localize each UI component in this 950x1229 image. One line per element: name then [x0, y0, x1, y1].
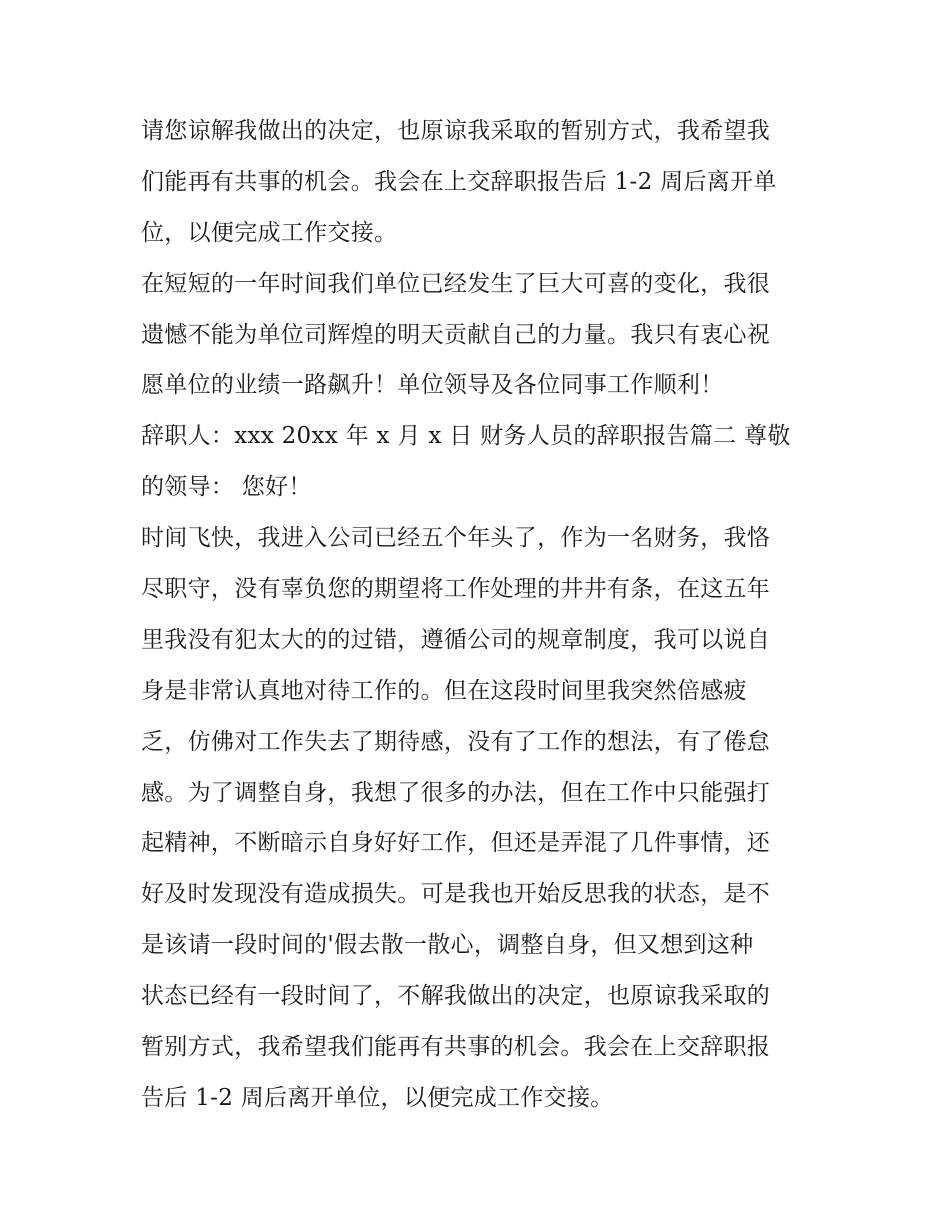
text-line: 请您谅解我做出的决定，也原谅我采取的暂别方式，我希望我 [141, 118, 771, 144]
text-line: 在短短的一年时间我们单位已经发生了巨大可喜的变化，我很 [141, 270, 771, 297]
document-body [141, 106, 821, 1124]
text-line: 尽职守，没有辜负您的期望将工作处理的井井有条，在这五年 [141, 576, 771, 603]
text-line: 辞职人：xxx 20xx 年 x 月 x 日 财务人员的辞职报告篇二 尊敬 [141, 423, 791, 450]
text-line: 位，以便完成工作交接。 [141, 219, 398, 246]
text-line: 暂别方式，我希望我们能再有共事的机会。我会在上交辞职报 [141, 1034, 771, 1061]
text-line: 告后 1-2 周后离开单位，以便完成工作交接。 [141, 1084, 614, 1111]
text-line: 起精神，不断暗示自身好好工作，但还是弄混了几件事情，还 [141, 830, 771, 857]
text-line: 里我没有犯太大的的过错，遵循公司的规章制度，我可以说自 [141, 626, 771, 653]
text-line: 状态已经有一段时间了，不解我做出的决定，也原谅我采取的 [141, 983, 771, 1010]
text-line: 愿单位的业绩一路飙升！单位领导及各位同事工作顺利！ [141, 372, 724, 399]
text-line: 乏，仿佛对工作失去了期待感，没有了工作的想法，有了倦怠 [141, 728, 771, 755]
text-line: 好及时发现没有造成损失。可是我也开始反思我的状态，是不 [141, 881, 771, 908]
text-line: 时间飞快，我进入公司已经五个年头了，作为一名财务，我恪 [141, 525, 771, 552]
text-line: 们能再有共事的机会。我会在上交辞职报告后 1-2 周后离开单 [141, 168, 777, 195]
text-line: 感。为了调整自身，我想了很多的办法，但在工作中只能强打 [141, 779, 771, 806]
text-line: 遗憾不能为单位司辉煌的明天贡献自己的力量。我只有衷心祝 [141, 321, 771, 348]
text-line: 是该请一段时间的'假去散一散心，调整自身，但又想到这种 [141, 932, 754, 959]
text-line: 的领导： 您好！ [141, 474, 312, 501]
text-line: 身是非常认真地对待工作的。但在这段时间里我突然倍感疲 [141, 677, 747, 704]
